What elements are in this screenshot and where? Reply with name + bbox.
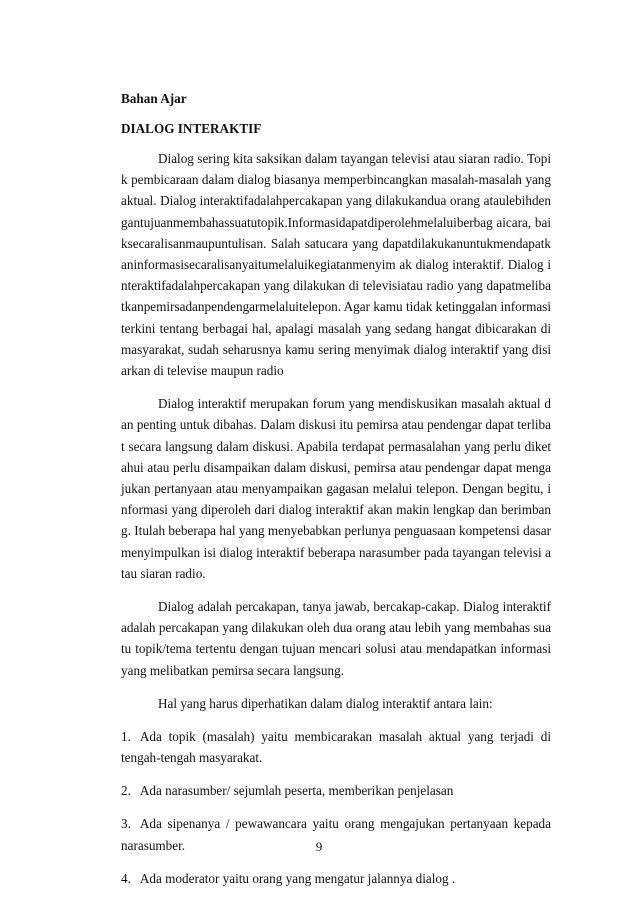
paragraph-1: Dialog sering kita saksikan dalam tayangan televisi atau siaran radio. Topik pembicaraan dalam dialog biasanya memperbincangkan masalah-masalah yang aktual. Dialog interaktifadalahpercakapan yang dilakukandua orang ataulebihdengantujuanmembahassuatutopik.Informasidapatdiperolehmelaluiberbag aicara, baiksecaralisanmaupuntulisan. Salah satucara yang dapatdilakukanuntukmendapatkaninformasisecaralisanyaitumelaluikegiatanmenyim ak dialog interaktif. Dialog interaktifadalahpercakapan yang dilakukan di televisiatau radio yang dapatmelibatkanpemirsadanpendengarmelaluitelepon. Agar kamu tidak ketinggalan informasi terkini tentang berbagai hal, apalagi masalah yang sedang hangat dibicarakan di masyarakat, sudah seharusnya kamu sering menyimak dialog interaktif yang disiarkan di televise maupun radio xyxy=(121,151,551,379)
document-title: DIALOG INTERAKTIF xyxy=(121,121,262,136)
list-text: Ada topik (masalah) yaitu membicarakan masalah aktual yang terjadi di tengah-tengah masyarakat. xyxy=(121,728,551,766)
list-number: 4. xyxy=(121,870,131,886)
paragraph-3: Dialog adalah percakapan, tanya jawab, bercakap-cakap. Dialog interaktif adalah percakapan yang dilakukan oleh dua orang atau lebih yang membahas suatu topik/tema tertentu dengan tujuan mencari solusi atau mendapatkan informasi yang melibatkan pemirsa secara langsung. xyxy=(121,599,551,678)
list-text: Ada moderator yaitu orang yang mengatur jalannya dialog . xyxy=(139,870,456,886)
list-item-1 xyxy=(121,726,551,768)
numbered-list xyxy=(121,726,551,889)
list-item-2 xyxy=(121,780,551,801)
list-text: Ada narasumber/ sejumlah peserta, memberikan penjelasan xyxy=(139,783,454,799)
page-number: 9 xyxy=(315,839,323,854)
document-page xyxy=(121,88,551,889)
list-text: Ada sipenanya / pewawancara yaitu orang mengajukan pertanyaan kepada narasumber. xyxy=(121,816,551,853)
paragraph-2: Dialog interaktif merupakan forum yang mendiskusikan masalah aktual dan penting untuk dibahas. Dalam diskusi itu pemirsa atau pendengar dapat terlibat secara langsung dalam diskusi. Apabila terdapat permasalahan yang perlu diketahui atau perlu disampaikan dalam diskusi, pemirsa atau pendengar dapat mengajukan pertanyaan atau menyampaikan gagasan melalui telepon. Dengan begitu, informasi yang diperoleh dari dialog interaktif akan makin lengkap dan berimbang. Itulah beberapa hal yang menyebabkan perlunya penguasaan kompetensi dasar menyimpulkan isi dialog interaktif beberapa narasumber pada tayangan televisi atau siaran radio. xyxy=(121,396,551,581)
list-number: 3. xyxy=(121,816,131,832)
list-number: 2. xyxy=(121,783,131,799)
document-heading: Bahan Ajar xyxy=(121,91,187,106)
list-item-4 xyxy=(121,868,551,889)
list-intro: Hal yang harus diperhatikan dalam dialog interaktif antara lain: xyxy=(158,695,493,711)
list-number: 1. xyxy=(121,728,131,744)
